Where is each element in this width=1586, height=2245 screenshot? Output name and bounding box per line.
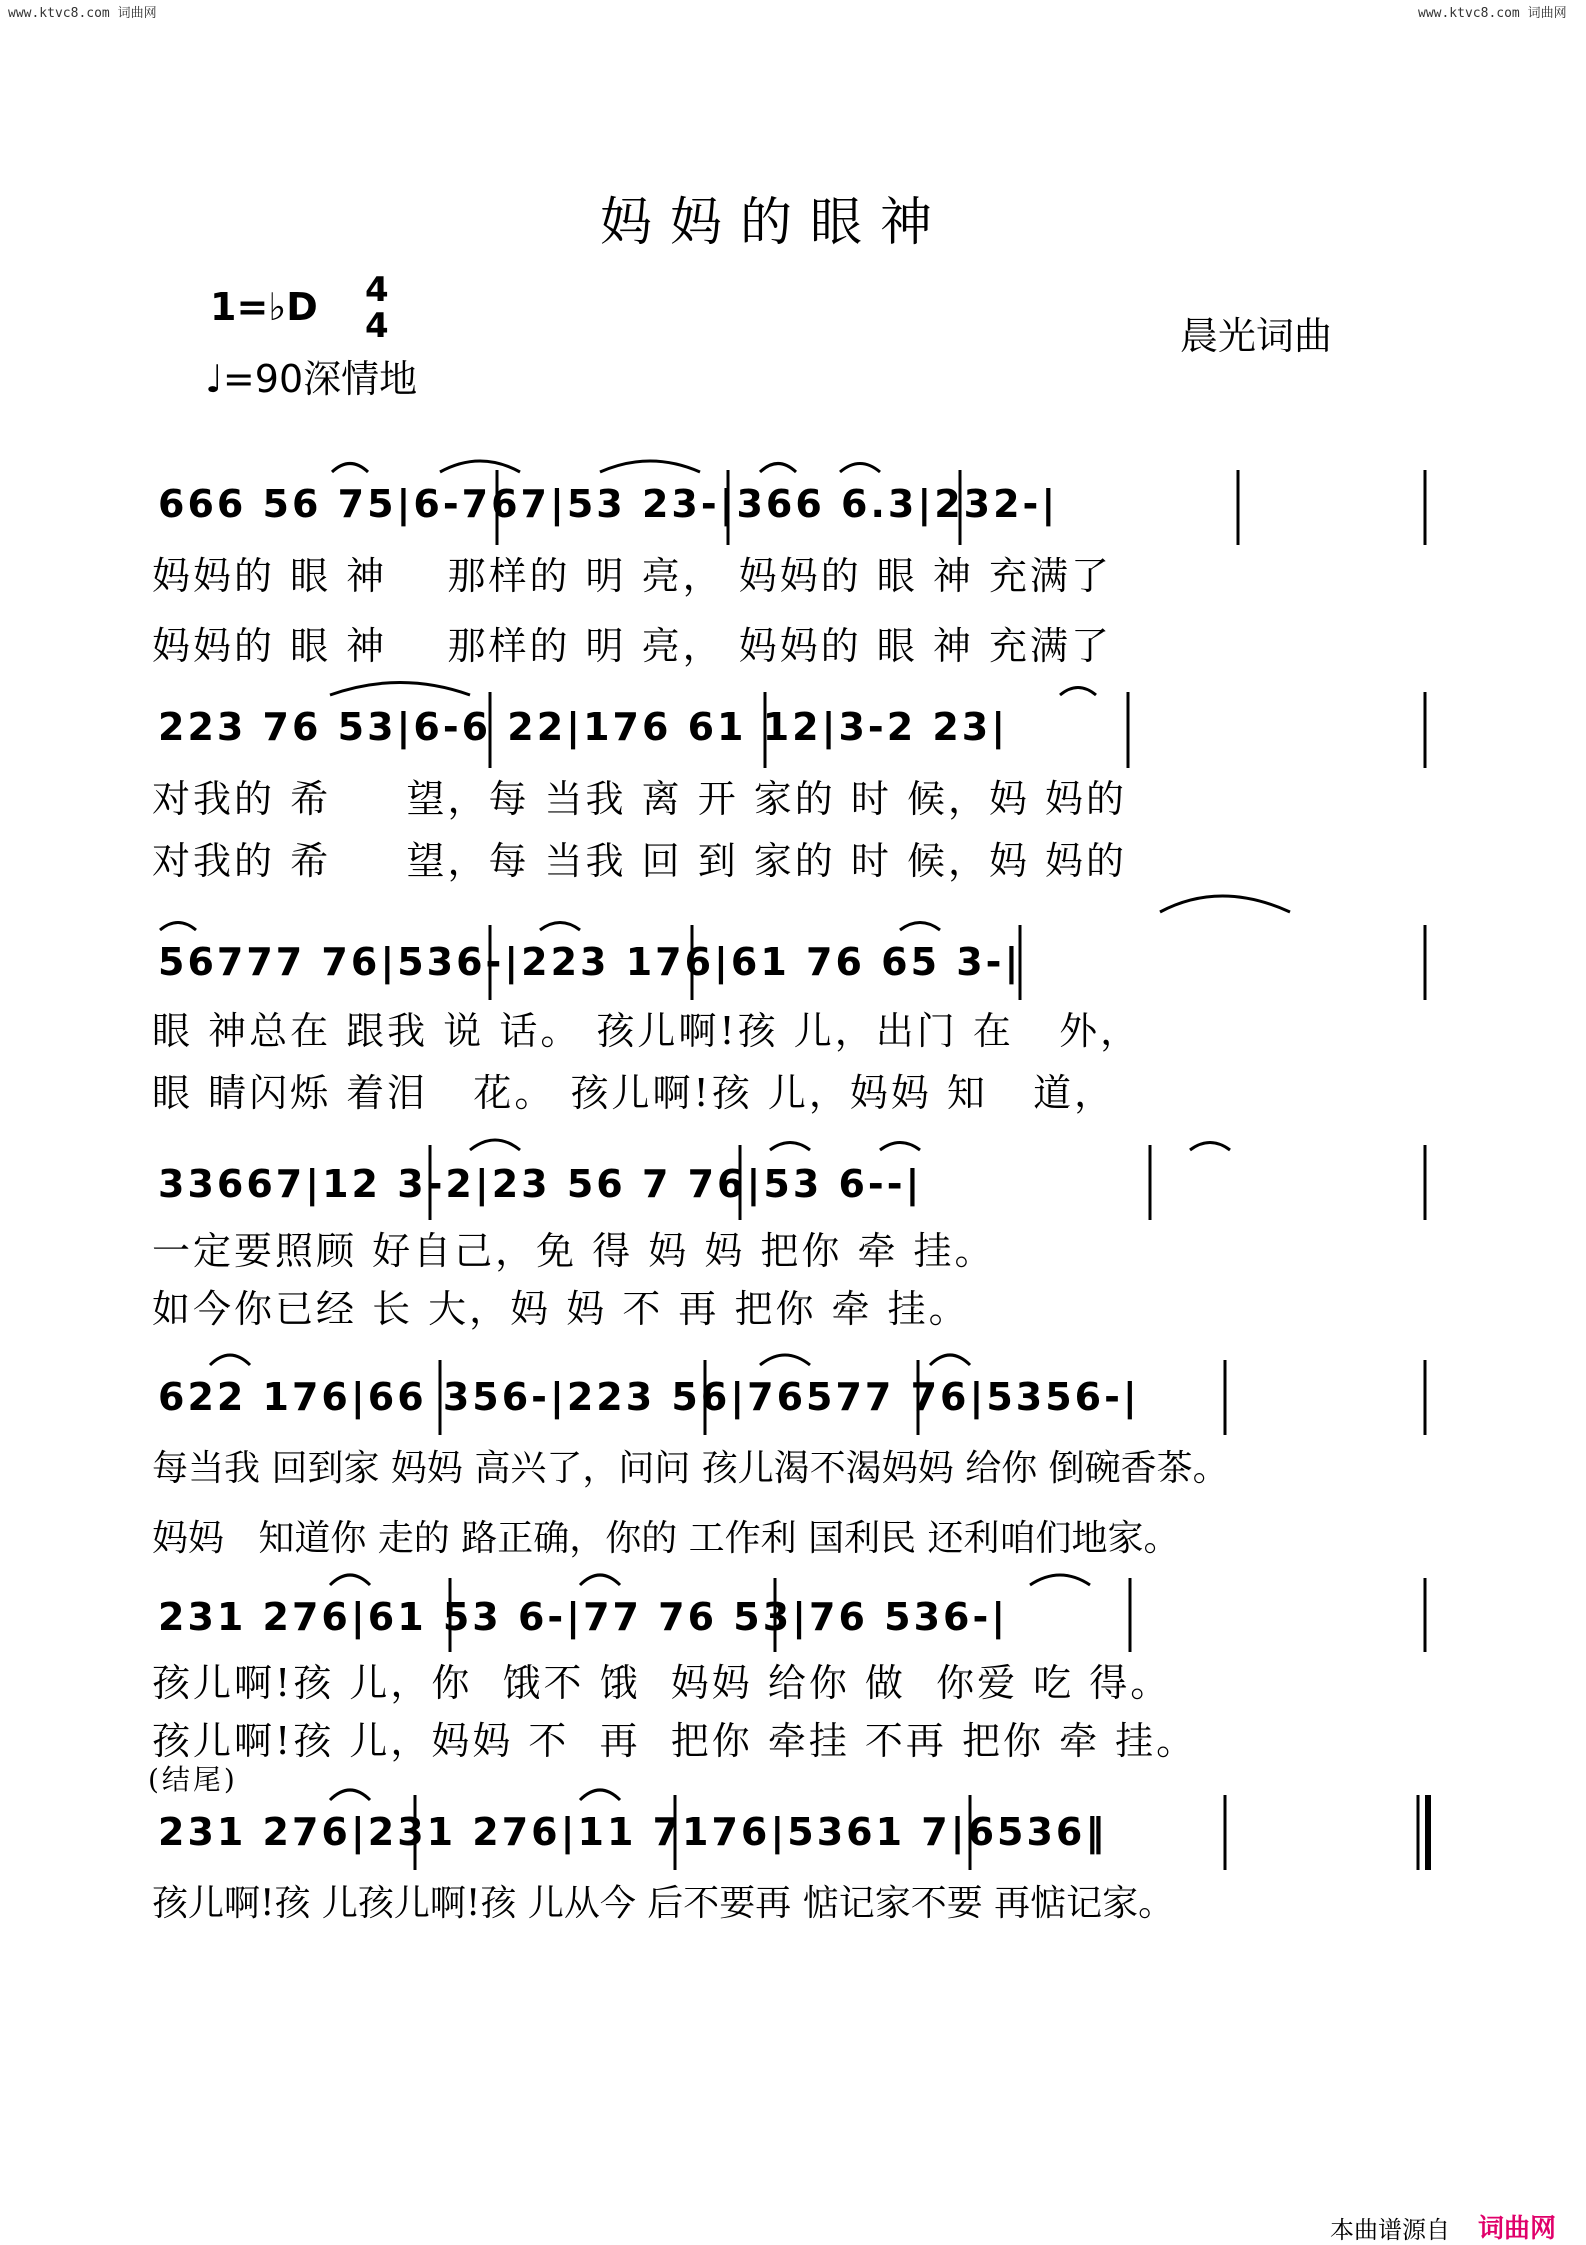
notation-line-6: 231 276|61 53 6-|77 76 53|76 536-| [158, 1595, 1009, 1639]
page-title: 妈妈的眼神 [600, 193, 951, 253]
lyric-line-5-verse-2: 妈妈 知道你 走的 路正确，你的 工作利 国利民 还利咱们地家。 [152, 1518, 1180, 1559]
lyric-line-6-verse-2: 孩儿啊!孩 儿，妈妈 不 再 把你 牵挂 不再 把你 牵 挂。 [152, 1719, 1198, 1763]
tempo-marking: ♩=90深情地 [205, 357, 418, 401]
footer-source-text: 本曲谱源自 [1330, 2216, 1450, 2244]
lyric-line-6-verse-1: 孩儿啊!孩 儿，你 饿不 饿 妈妈 给你 做 你爱 吃 得。 [152, 1661, 1172, 1705]
notation-line-1: 666 56 75|6-767|53 23-|366 6.3|232-| [158, 482, 1059, 526]
lyric-line-3-verse-2: 眼 睛闪烁 着泪 花。 孩儿啊!孩 儿，妈妈 知 道， [152, 1071, 1116, 1115]
lyric-line-4-verse-2: 如今你已经 长 大，妈 妈 不 再 把你 牵 挂。 [152, 1287, 970, 1331]
key-signature: 1=♭D [210, 285, 318, 329]
footer-brand-link[interactable]: 词曲网 [1478, 2214, 1557, 2244]
lyric-line-1-verse-2: 妈妈的 眼 神 那样的 明 亮， 妈妈的 眼 神 充满了 [152, 624, 1112, 668]
lyric-line-1-verse-1: 妈妈的 眼 神 那样的 明 亮， 妈妈的 眼 神 充满了 [152, 554, 1112, 598]
watermark-top-left: www.ktvc8.com 词曲网 [8, 6, 157, 21]
notation-line-7: 231 276|231 276|11 7176|5361 7|6536‖ [158, 1810, 1108, 1854]
ending-label: (结尾) [148, 1763, 238, 1796]
lyric-line-4-verse-1: 一定要照顾 好自己，免 得 妈 妈 把你 牵 挂。 [152, 1229, 996, 1273]
lyric-line-7-verse-1: 孩儿啊!孩 儿孩儿啊!孩 儿从今 后不要再 惦记家不要 再惦记家。 [152, 1883, 1175, 1924]
lyric-line-2-verse-1: 对我的 希 望，每 当我 离 开 家的 时 候，妈 妈的 [152, 777, 1128, 821]
notation-line-3: 56777 76|536-|223 176|61 76 65 3-| [158, 940, 1022, 984]
notation-line-4: 33667|12 3-2|23 56 7 76|53 6--| [158, 1162, 923, 1206]
watermark-top-right: www.ktvc8.com 词曲网 [1418, 6, 1567, 21]
time-signature-top: 4 [365, 270, 389, 310]
lyric-line-3-verse-1: 眼 神总在 跟我 说 话。 孩儿啊!孩 儿，出门 在 外， [152, 1009, 1142, 1053]
time-signature-bottom: 4 [365, 306, 389, 346]
lyric-line-5-verse-1: 每当我 回到家 妈妈 高兴了，问问 孩儿渴不渴妈妈 给你 倒碗香茶。 [152, 1448, 1229, 1489]
composer-credit: 晨光词曲 [1180, 314, 1333, 358]
notation-line-5: 622 176|66 356-|223 56|76577 76|5356-| [158, 1375, 1140, 1419]
lyric-line-2-verse-2: 对我的 希 望，每 当我 回 到 家的 时 候，妈 妈的 [152, 839, 1128, 883]
notation-line-2: 223 76 53|6-6 22|176 61 12|3-2 23| [158, 705, 1009, 749]
